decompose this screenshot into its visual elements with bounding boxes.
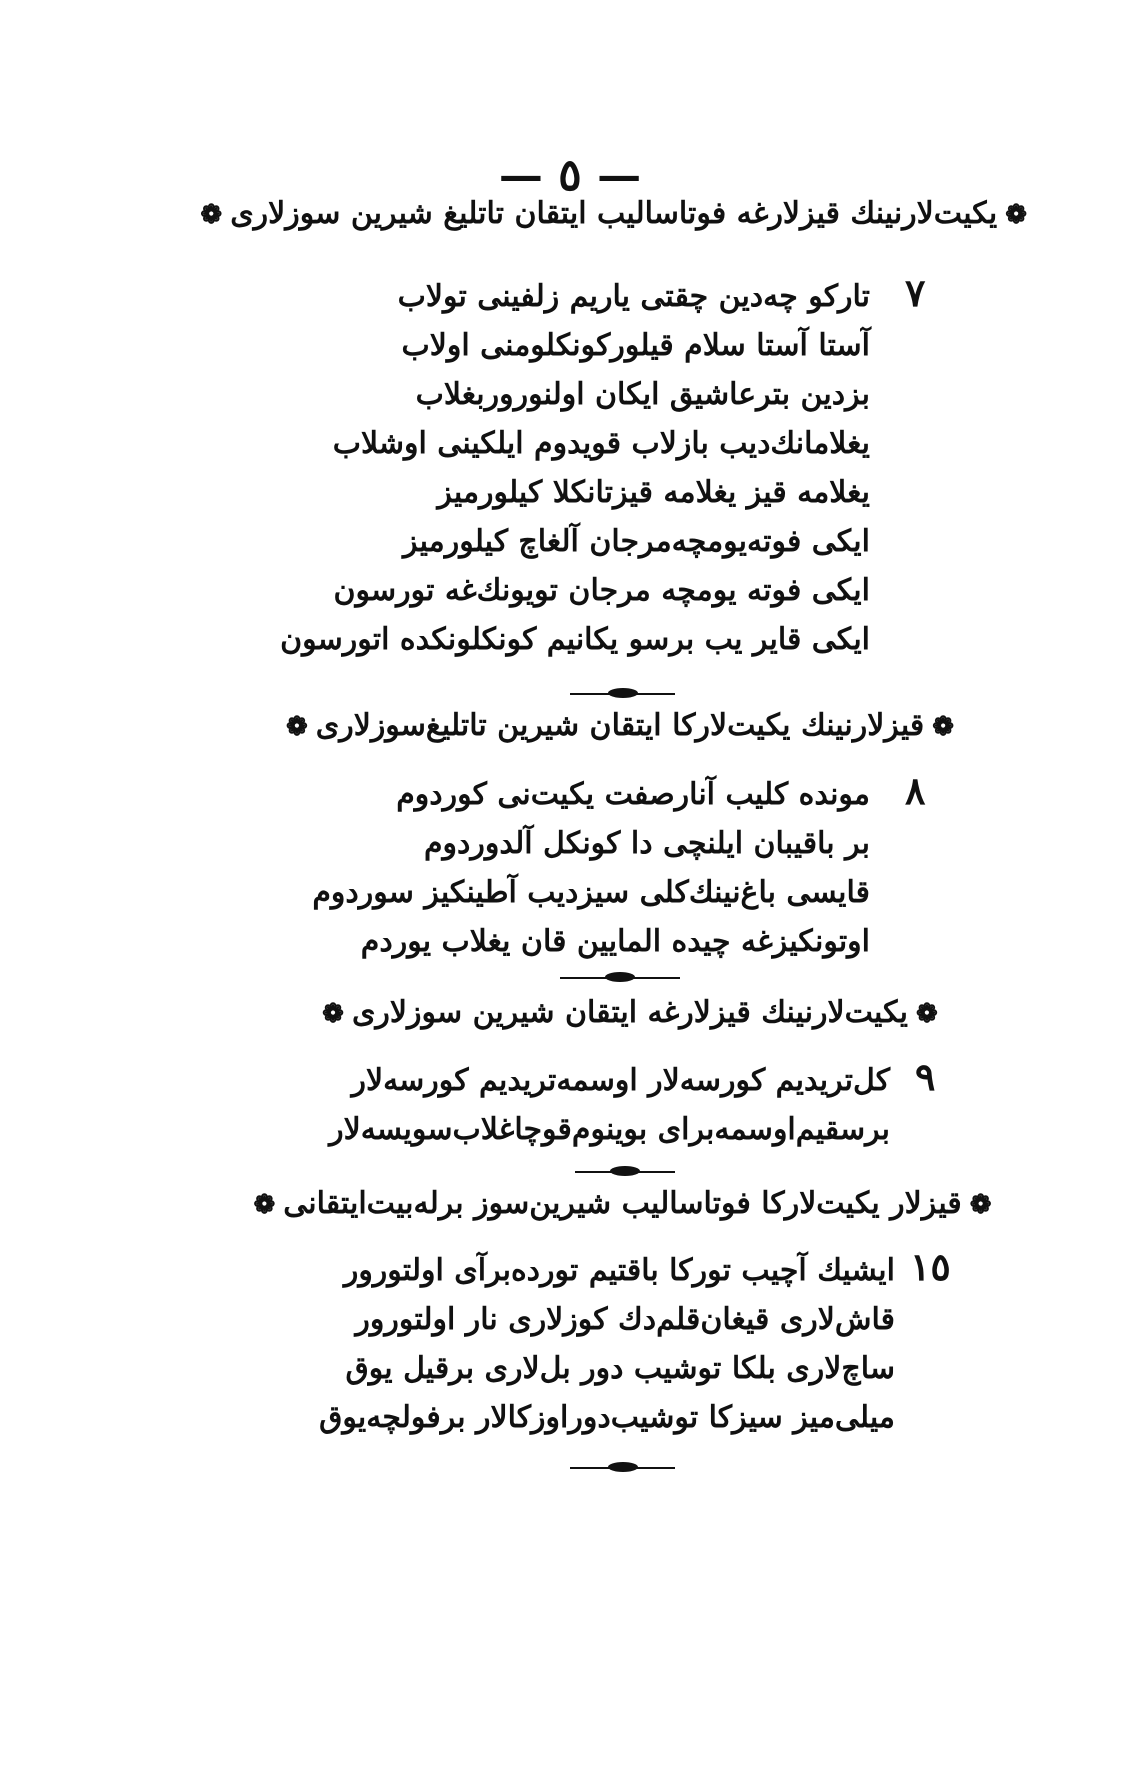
rosette-ornament-icon: ❁: [285, 712, 308, 742]
section-heading: [195, 196, 1035, 231]
verse-line: ميلى‌ميز سيزكا توشيب‌دوراوزكالار برفولچه‌يوق: [319, 1400, 895, 1435]
verse-line: مونده كليب آنارصفت يكيت‌نى كوردوم: [396, 777, 870, 812]
section-divider: [570, 688, 675, 698]
rosette-ornament-icon: ❁: [969, 1190, 992, 1220]
section-divider: [570, 1462, 675, 1472]
rosette-ornament-icon: ❁: [200, 200, 223, 230]
section-heading: [270, 708, 970, 743]
verse-line: يغلامانك‌ديب بازلاب قويدوم ايلكينى اوشلاب: [332, 426, 870, 461]
verse-number: ٧: [905, 270, 926, 315]
verse-line: آستا آستا سلام قيلوركونكلومنى اولاب: [401, 328, 870, 363]
verse-line: ايكى فوته‌يومچه‌مرجان آلغاچ كيلورميز: [403, 524, 870, 559]
verse-line: تاركو چه‌دين چقتى ياريم زلفينى تولاب: [397, 279, 870, 314]
section-divider: [560, 972, 680, 982]
verse-line: بر باقيبان ايلنچى دا كونكل آلدوردوم: [423, 826, 870, 861]
verse-line: اوتونكيزغه چيده المايين قان يغلاب يوردم: [360, 924, 870, 959]
rosette-ornament-icon: ❁: [253, 1190, 276, 1220]
verse-line: ايشيك آچيب توركا باقتيم تورده‌برآى اولتورور: [343, 1253, 895, 1288]
verse-block: [312, 770, 870, 966]
section-heading: [245, 1186, 1000, 1221]
verse-block: [329, 1056, 890, 1154]
rosette-ornament-icon: ❁: [1005, 200, 1027, 230]
section-heading: [310, 995, 950, 1030]
verse-number: ٩: [915, 1054, 936, 1099]
verse-block: [319, 1246, 895, 1442]
rosette-ornament-icon: ❁: [322, 999, 344, 1029]
verse-line: كل‌تريديم كورسه‌لار اوسمه‌تريديم كورسه‌لار: [351, 1063, 890, 1098]
section-heading-text: يكيت‌لارنينك قيزلارغه فوتاساليب ايتقان تاتليغ شيرين سوزلارى: [230, 196, 998, 231]
verse-line: قاش‌لارى قيغان‌قلم‌دك كوزلارى نار اولتورور: [355, 1302, 895, 1337]
verse-number: ١٥: [910, 1244, 951, 1289]
verse-line: ساچ‌لارى بلكا توشيب دور بل‌لارى برقيل يوق: [345, 1351, 895, 1386]
verse-number: ٨: [905, 768, 926, 813]
rosette-ornament-icon: ❁: [932, 712, 955, 742]
page-number: — ٥ —: [498, 150, 642, 201]
section-heading-text: قيزلار يكيت‌لاركا فوتاساليب شيرين‌سوز برله‌بيت‌ايتقانى: [283, 1186, 962, 1221]
section-divider: [575, 1166, 675, 1176]
rosette-ornament-icon: ❁: [916, 999, 938, 1029]
verse-line: ايكى فوته يومچه مرجان تويونك‌غه تورسون: [333, 573, 870, 608]
section-heading-text: يكيت‌لارنينك قيزلارغه ايتقان شيرين سوزلارى: [351, 995, 909, 1030]
verse-line: برسقيم‌اوسمه‌براى بوينوم‌قوچاغلاب‌سويسه‌لار: [329, 1112, 890, 1147]
verse-line: ايكى قاير يب برسو يكانيم كونكلونكده اتورسون: [280, 622, 870, 657]
section-heading-text: قيزلارنينك يكيت‌لاركا ايتقان شيرين تاتليغ‌سوزلارى: [315, 708, 925, 743]
verse-block: [280, 272, 870, 664]
verse-line: قايسى باغ‌نينك‌كلى سيزديب آطينكيز سوردوم: [312, 875, 870, 910]
verse-line: بزدين بترعاشيق ايكان اولنوروربغلاب: [415, 377, 870, 412]
verse-line: يغلامه قيز يغلامه قيزتانكلا كيلورميز: [437, 475, 870, 510]
